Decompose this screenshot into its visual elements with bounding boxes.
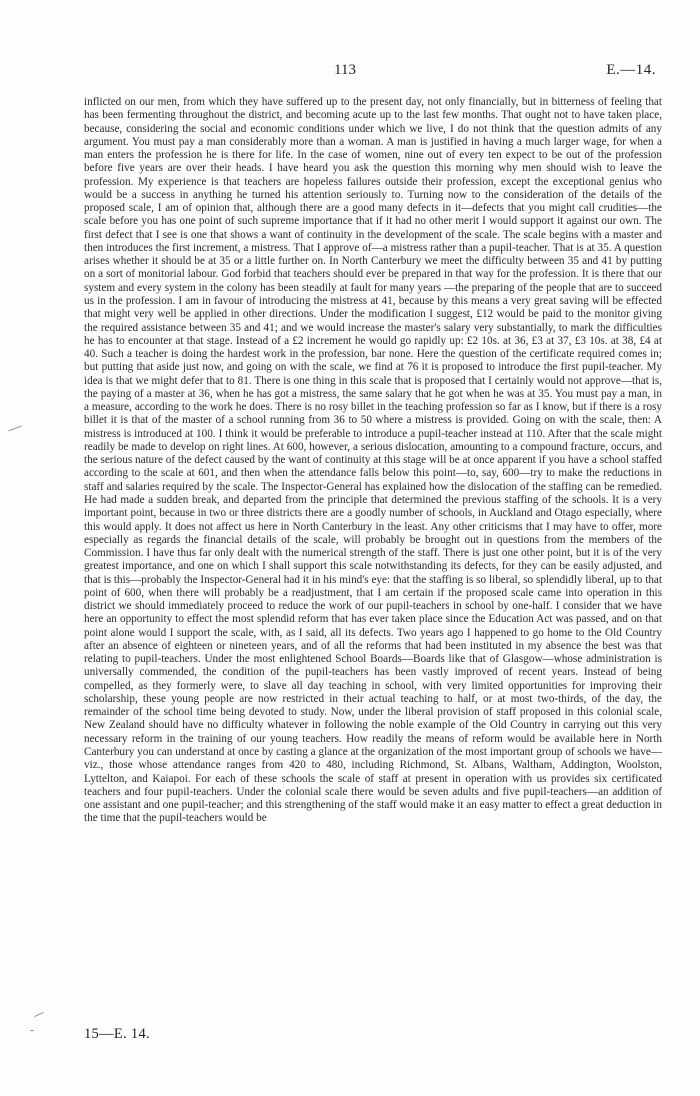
page-number: 113 [334,62,356,78]
sheet-signature: 15—E. 14. [84,1026,150,1042]
body-paragraph: inflicted on our men, from which they have suffered up to the present day, not only financially, but in bitterness of feeling that has been fermenting throughout the district, and becoming acute up to the last few months. That ought not to have taken place, because, considering the social and economic conditions under which we live, I do not think that the question admits of any argument. You must pay a man considerably more than a woman. A man is justified in having a much larger wage, for when a man enters the profession he is there for life. In the case of women, nine out of every ten expect to be out of the profession before five years are over their heads. I have heard you ask the question this morning why men should wish to leave the profession. My experience is that teachers are hopeless failures outside their profession, except the exceptional genius who would be a success in anything he turned his attention seriously to. Turning now to the consideration of the details of the proposed scale, I am of opinion that, although there are a good many defects in it—defects that you might call crudities—the scale before you has one point of such supreme importance that if it had no other merit I would support it against our own. The first defect that I see is one that shows a want of continuity in the development of the scale. The scale begins with a master and then introduces the first increment, a mistress. That I approve of—a mistress rather than a pupil-teacher. That is at 35. A question arises whether it should be at 35 or a little further on. In North Canterbury we meet the difficulty between 35 and 41 by putting on a sort of monitorial labour. God forbid that teachers should ever be prepared in that way for the profession. It is there that our system and every system in the colony has been steadily at fault for many years —the preparing of the people that are to succeed us in the profession. I am in favour of introducing the mistress at 41, because by this means a very great saving will be effected that might very well be applied in other directions. Under the modification I suggest, £12 would be paid to the monitor giving the required assistance between 35 and 41; and we would increase the master's salary very substantially, to mark the difficulties he has to encounter at that stage. Instead of a £2 increment he would go rapidly up: £2 10s. at 36, £3 at 37, £3 10s. at 38, £4 at 40. Such a teacher is doing the hardest work in the profession, bar none. Here the question of the certificate required comes in; but putting that aside just now, and going on with the scale, we find at 76 it is proposed to introduce the first pupil-teacher. My idea is that we might defer that to 81. There is one thing in this scale that is proposed that I certainly would not approve—that is, the paying of a master at 36, when he has got a mistress, the same salary that he got when he was at 35. You must pay a man, in a measure, according to the work he does. There is no rosy billet in the teaching profession so far as I know, but if there is a rosy billet it is that of the master of a school running from 36 to 50 where a mistress is provided. Going on with the scale, then: A mistress is introduced at 100. I think it would be preferable to introduce a pupil-teacher instead at 110. After that the scale might readily be made to develop on right lines. At 600, however, a serious dislocation, amounting to a compound fracture, occurs, and the serious nature of the defect caused by the want of continuity at this stage will be at once apparent if you have a school staffed according to the scale at 601, and then when the attendance falls below this point—to, say, 600—try to make the reductions in staff and salaries required by the scale. The Inspector-General has explained how the dislocation of the staffing can be remedied. He had made a sudden break, and departed from the principle that determined the previous staffing of the schools. It is a very important point, because in two or three districts there are a goodly number of schools, in Auckland and Otago especially, where this would apply. It does not affect us here in North Canterbury in the least. Any other criticisms that I may have to offer, more especially as regards the financial details of the scale, will probably be brought out in questions from the members of the Commission. I have thus far only dealt with the numerical strength of the staff. There is just one other point, but it is of the very greatest importance, and one on which I shall support this scale notwithstanding its defects, for they can be easily adjusted, and that is this—probably the Inspector-General had it in his mind's eye: that the staffing is so liberal, so splendidly liberal, up to that point of 600, when there will probably be a readjustment, that I am certain if the proposed scale came into operation in this district we should immediately proceed to reduce the work of our pupil-teachers in school by one-half. I consider that we have here an opportunity to effect the most splendid reform that has ever taken place since the Education Act was passed, and on that point alone would I support the scale, with, as I said, all its defects. Two years ago I happened to go home to the Old Country after an absence of eighteen or nineteen years, and of all the reforms that had been instituted in my absence the best was that relating to pupil-teachers. Under the most enlightened School Boards—Boards like that of Glasgow—whose administration is universally commended, the condition of the pupil-teachers has been vastly improved of recent years. Instead of being compelled, as they formerly were, to slave all day teaching in school, with very limited opportunities for improving their scholarship, these young people are now restricted in their actual teaching to half, or at most two-thirds, of the day, the remainder of the school time being devoted to study. Now, under the liberal provision of staff proposed in this colonial scale, New Zealand should have no difficulty whatever in following the noble example of the Old Country in carrying out this very necessary reform in the training of our young teachers. How readily the means of reform would be available here in North Canterbury you can understand at once by casting a glance at the organization of the most important group of schools we have—viz., those whose attendance ranges from 420 to 480, including Richmond, St. Albans, Waltham, Addington, Woolston, Lyttelton, and Kaiapoi. For each of these schools the scale of staff at present in operation with us provides six certificated teachers and four pupil-teachers. Under the colonial scale there would be seven adults and five pupil-teachers—an addition of one assistant and one pupil-teacher; and this strengthening of the staff would make it an easy matter to effect a great deduction in the time that the pupil-teachers would be [84,96,662,825]
margin-pencil-mark [34,1012,43,1017]
body-text [84,96,662,826]
margin-pencil-mark [8,426,21,432]
document-reference: E.—14. [606,62,656,78]
page-header [0,62,700,82]
margin-pencil-mark [30,1030,34,1031]
